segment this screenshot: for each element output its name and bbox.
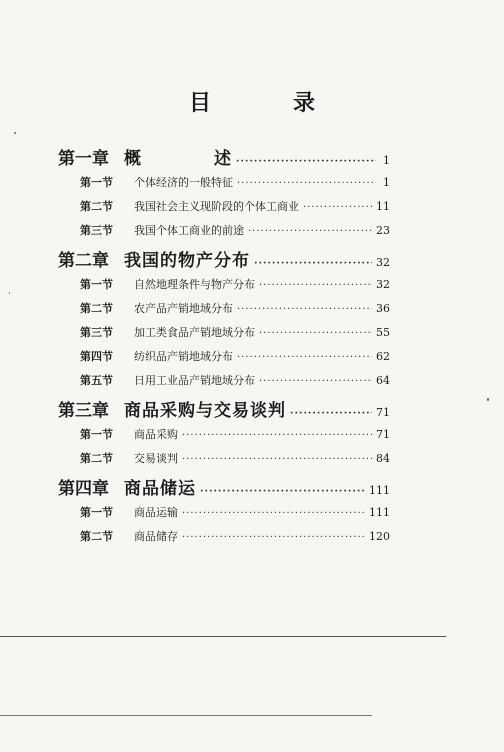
toc-chapter-1: [58, 144, 390, 174]
section-title: 我国个体工商业的前途: [134, 224, 244, 237]
leader-dots: [182, 532, 365, 543]
page-number: 111: [369, 484, 390, 497]
chapter-title: 我国的物产分布: [124, 251, 250, 271]
page-number: 36: [376, 302, 390, 315]
leader-dots: [200, 486, 365, 497]
horizontal-rule: [0, 715, 372, 716]
page-number: 62: [376, 350, 390, 363]
section-label: 第五节: [80, 374, 113, 387]
section-label: 第二节: [80, 200, 113, 213]
page-number: 71: [376, 406, 390, 419]
section-label: 第一节: [80, 176, 113, 189]
section-title: 商品储存: [134, 530, 178, 543]
page-title: 目 录: [188, 90, 345, 116]
leader-dots: [259, 280, 372, 291]
page-number: 84: [376, 452, 390, 465]
toc-section: [58, 300, 390, 324]
scan-speck: [9, 292, 10, 294]
section-title: 我国社会主义现阶段的个体工商业: [134, 200, 299, 213]
leader-dots: [237, 304, 372, 315]
section-label: 第三节: [80, 326, 113, 339]
page-number: 71: [376, 428, 390, 441]
page-number: 64: [376, 374, 390, 387]
section-title: 商品运输: [134, 506, 178, 519]
page-number: 111: [369, 506, 390, 519]
toc-section: [58, 324, 390, 348]
section-label: 第一节: [80, 506, 113, 519]
section-label: 第一节: [80, 278, 113, 291]
toc-chapter-2: [58, 246, 390, 276]
toc-section: [58, 450, 390, 474]
chapter-title: 商品采购与交易谈判: [124, 401, 286, 421]
toc-section: [58, 276, 390, 300]
section-title: 纺织品产销地域分布: [134, 350, 233, 363]
leader-dots: [303, 202, 372, 213]
leader-dots: [248, 226, 372, 237]
toc-section: [58, 528, 390, 552]
page-number: 32: [376, 278, 390, 291]
toc-section: [58, 198, 390, 222]
page-number: 11: [376, 200, 390, 213]
page-number: 120: [369, 530, 390, 543]
leader-dots: [237, 352, 372, 363]
page-number: 55: [376, 326, 390, 339]
chapter-title: 商品储运: [124, 479, 196, 499]
toc-section: [58, 174, 390, 198]
chapter-label: 第四章: [58, 479, 109, 499]
section-title: 加工类食品产销地域分布: [134, 326, 255, 339]
section-label: 第三节: [80, 224, 113, 237]
toc-section: [58, 222, 390, 246]
toc-section: [58, 372, 390, 396]
section-title: 自然地理条件与物产分布: [134, 278, 255, 291]
toc-section: [58, 426, 390, 450]
leader-dots: [259, 376, 372, 387]
section-title: 农产品产销地域分布: [134, 302, 233, 315]
table-of-contents: [58, 144, 390, 552]
leader-dots: [237, 178, 376, 189]
section-label: 第二节: [80, 530, 113, 543]
scan-speck: [487, 398, 489, 401]
section-label: 第四节: [80, 350, 113, 363]
page-number: 32: [376, 256, 390, 269]
leader-dots: [182, 508, 365, 519]
leader-dots: [182, 454, 372, 465]
leader-dots: [290, 408, 372, 419]
toc-section: [58, 348, 390, 372]
page-number: 1: [383, 176, 390, 189]
chapter-label: 第三章: [58, 401, 109, 421]
page-number: 23: [376, 224, 390, 237]
horizontal-rule: [0, 636, 446, 637]
chapter-label: 第二章: [58, 251, 109, 271]
section-title: 交易谈判: [134, 452, 178, 465]
section-title: 个体经济的一般特征: [134, 176, 233, 189]
leader-dots: [254, 258, 372, 269]
leader-dots: [182, 430, 372, 441]
chapter-title: 概 述: [124, 149, 232, 169]
scan-speck: [14, 132, 16, 134]
section-label: 第二节: [80, 302, 113, 315]
page-number: 1: [383, 154, 390, 167]
toc-chapter-4: [58, 474, 390, 504]
chapter-label: 第一章: [58, 149, 109, 169]
toc-section: [58, 504, 390, 528]
leader-dots: [259, 328, 372, 339]
toc-chapter-3: [58, 396, 390, 426]
leader-dots: [236, 156, 376, 167]
section-label: 第二节: [80, 452, 113, 465]
section-label: 第一节: [80, 428, 113, 441]
section-title: 商品采购: [134, 428, 178, 441]
section-title: 日用工业品产销地域分布: [134, 374, 255, 387]
